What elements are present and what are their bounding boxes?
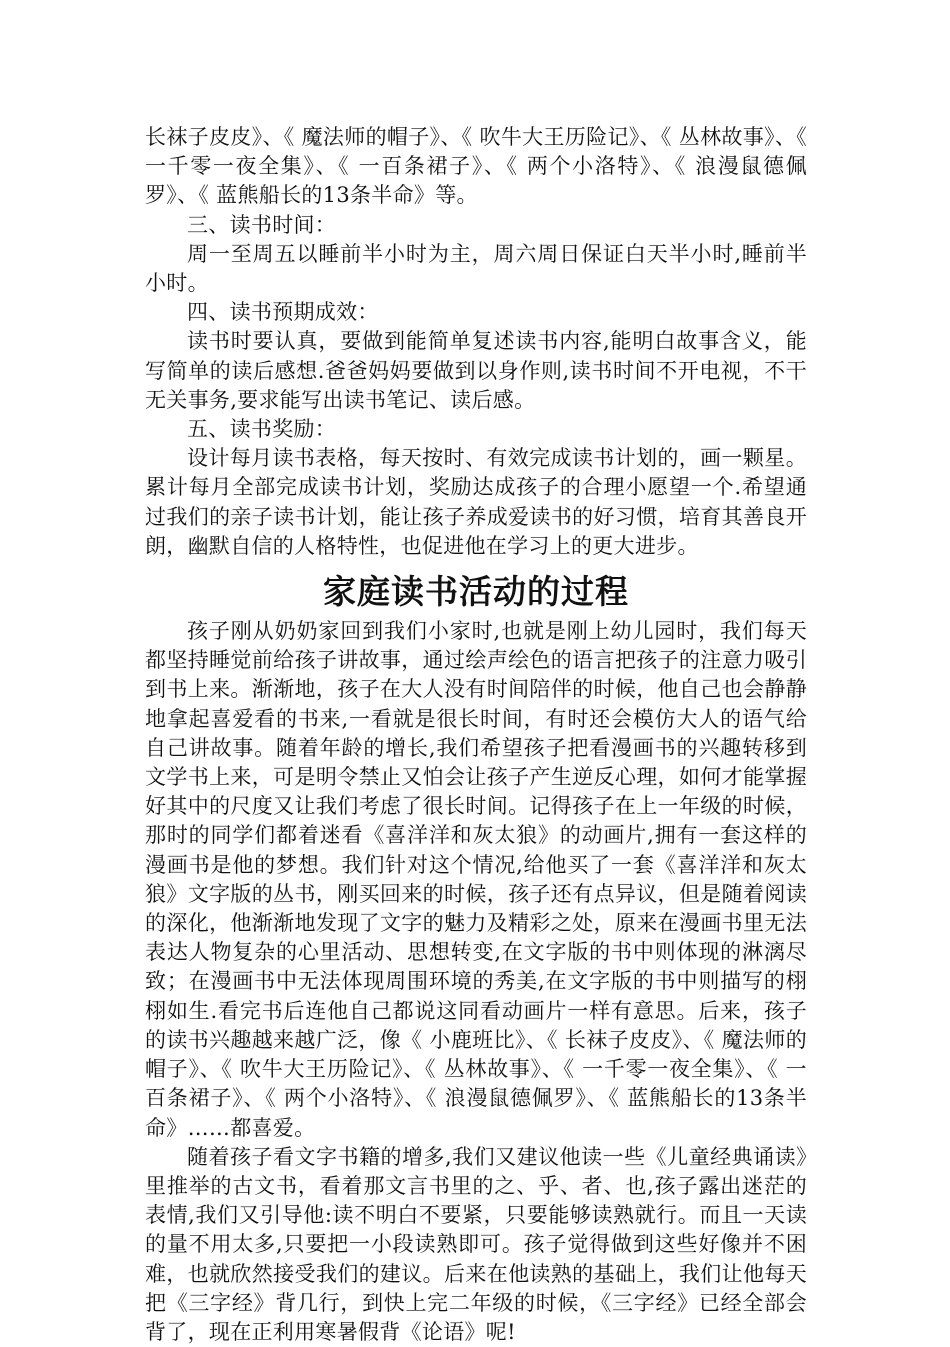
book-list-continuation: 长袜子皮皮》、《 魔法师的帽子》、《 吹牛大王历险记》、《 丛林故事》、《 一千零一夜全集》、《 一百条裙子》、《 两个小洛特》、《 浪漫鼠德佩罗》、《 蓝熊船长的13条半命》等。 <box>145 125 807 208</box>
heading-reading-rewards: 五、读书奖励： <box>187 417 337 442</box>
document-page <box>145 123 807 1347</box>
paragraph-reading-rewards: 设计每月读书表格，每天按时、有效完成读书计划的，画一颗星。累计每月全部完成读书计划，奖励达成孩子的合理小愿望一个.希望通过我们的亲子读书计划，能让孩子养成爱读书的好习惯，培育其善良开朗，幽默自信的人格特性，也促进他在学习上的更大进步。 <box>145 446 807 558</box>
heading-expected-results: 四、读书预期成效： <box>187 300 379 325</box>
paragraph-process-1: 孩子刚从奶奶家回到我们小家时,也就是刚上幼儿园时，我们每天都坚持睡觉前给孩子讲故事，通过绘声绘色的语言把孩子的注意力吸引到书上来。渐渐地，孩子在大人没有时间陪伴的时候，他自己也会静静地拿起喜爱看的书来,一看就是很长时间，有时还会模仿大人的语气给自己讲故事。随着年龄的增长,我们希望孩子把看漫画书的兴趣转移到文学书上来，可是明令禁止又怕会让孩子产生逆反心理，如何才能掌握好其中的尺度又让我们考虑了很长时间。记得孩子在上一年级的时候，那时的同学们都着迷看《喜洋洋和灰太狼》的动画片,拥有一套这样的漫画书是他的梦想。我们针对这个情况,给他买了一套《喜洋洋和灰太狼》文字版的丛书，刚买回来的时候，孩子还有点异议，但是随着阅读的深化，他渐渐地发现了文字的魅力及精彩之处，原来在漫画书里无法表达人物复杂的心里活动、思想转变,在文字版的书中则体现的淋漓尽致；在漫画书中无法体现周围环境的秀美,在文字版的书中则描写的栩栩如生.看完书后连他自己都说这同看动画片一样有意思。后来，孩子的读书兴趣越来越广泛，像《 小鹿班比》、《 长袜子皮皮》、《 魔法师的帽子》、《 吹牛大王历险记》、《 丛林故事》、《 一千零一夜全集》、《 一百条裙子》、《 两个小洛特》、《 浪漫鼠德佩罗》、《 蓝熊船长的13条半命》……都喜爱。 <box>145 619 807 1140</box>
section-title: 家庭读书活动的过程 <box>323 572 629 612</box>
heading-reading-time: 三、读书时间： <box>187 212 337 237</box>
paragraph-process-2: 随着孩子看文字书籍的增多,我们又建议他读一些《儿童经典诵读》里推举的古文书，看着那文言书里的之、乎、者、也,孩子露出迷茫的表情,我们又引导他:读不明白不要紧，只要能够读熟就行。而且一天读的量不用太多,只要把一小段读熟即可。孩子觉得做到这些好像并不困难，也就欣然接受我们的建议。后来在他读熟的基础上，我们让他每天把《三字经》背几行，到快上完二年级的时候，《三字经》已经全部会背了，现在正利用寒暑假背《论语》呢! <box>145 1144 807 1344</box>
paragraph-expected-results: 读书时要认真，要做到能简单复述读书内容,能明白故事含义，能写简单的读后感想.爸爸妈妈要做到以身作则,读书时间不开电视，不干无关事务,要求能写出读书笔记、读后感。 <box>145 329 807 412</box>
paragraph-reading-time: 周一至周五以睡前半小时为主，周六周日保证白天半小时,睡前半小时。 <box>145 241 807 296</box>
